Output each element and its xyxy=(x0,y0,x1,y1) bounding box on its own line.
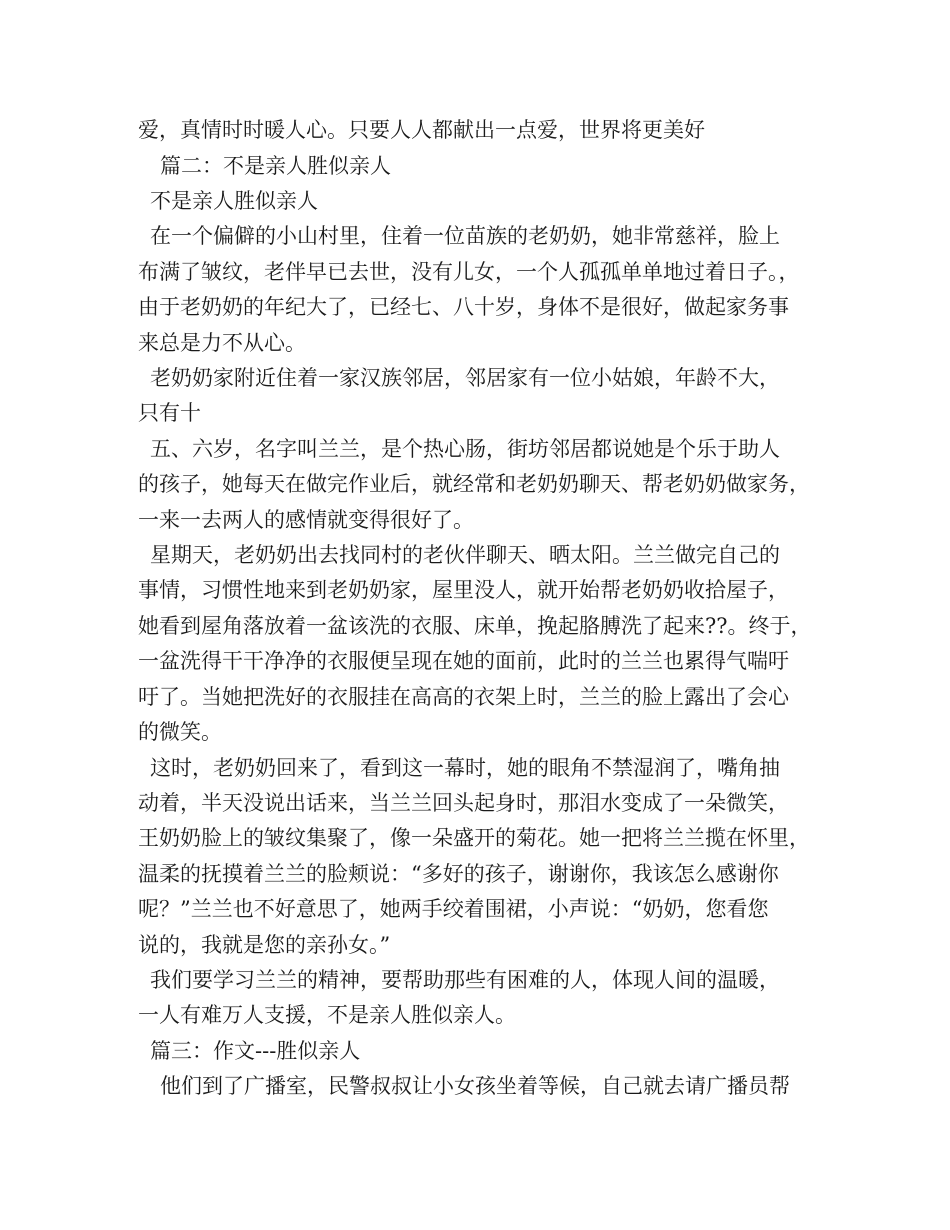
section-heading: 篇三：作文---胜似亲人 xyxy=(150,1039,361,1063)
text-line: 由于老奶奶的年纪大了，已经七、八十岁，身体不是很好，做起家务事 xyxy=(138,295,789,319)
text-line: 布满了皱纹，老伴早已去世，没有儿女，一个人孤孤单单地过着日子。， xyxy=(138,260,800,284)
text-line: 呢？”兰兰也不好意思了，她两手绞着围裙，小声说：“奶奶，您看您 xyxy=(138,897,769,921)
text-line: 动着，半天没说出话来，当兰兰回头起身时，那泪水变成了一朵微笑， xyxy=(138,791,789,815)
text-line: 温柔的抚摸着兰兰的脸颊说：“多好的孩子，谢谢你，我该怎么感谢你 xyxy=(138,862,779,886)
text-line: 事情，习惯性地来到老奶奶家，屋里没人，就开始帮老奶奶收拾屋子， xyxy=(138,578,789,602)
text-line: 王奶奶脸上的皱纹集聚了，像一朵盛开的菊花。她一把将兰兰揽在怀里， xyxy=(138,826,810,850)
text-line: 只有十 xyxy=(138,401,201,425)
text-line: 的孩子，她每天在做完作业后，就经常和老奶奶聊天、帮老奶奶做家务， xyxy=(138,472,810,496)
text-line: 在一个偏僻的小山村里，住着一位苗族的老奶奶，她非常慈祥，脸上 xyxy=(150,224,780,248)
text-line: 他们到了广播室，民警叔叔让小女孩坐着等候，自己就去请广播员帮 xyxy=(160,1074,790,1098)
text-line: 吁了。当她把洗好的衣服挂在高高的衣架上时，兰兰的脸上露出了会心 xyxy=(138,685,789,709)
article-title: 不是亲人胜似亲人 xyxy=(150,189,318,213)
text-line: 一人有难万人支援，不是亲人胜似亲人。 xyxy=(138,1003,516,1027)
text-line: 说的，我就是您的亲孙女。” xyxy=(138,933,391,957)
text-line: 五、六岁，名字叫兰兰，是个热心肠，街坊邻居都说她是个乐于助人 xyxy=(150,437,780,461)
text-line: 一盆洗得干干净净的衣服便呈现在她的面前，此时的兰兰也累得气喘吁 xyxy=(138,649,789,673)
section-heading: 篇二：不是亲人胜似亲人 xyxy=(160,154,391,178)
text-line: 的微笑。 xyxy=(138,720,222,744)
text-line: 来总是力不从心。 xyxy=(138,331,306,355)
text-line: 她看到屋角落放着一盆该洗的衣服、床单，挽起胳膊洗了起来??。终于， xyxy=(138,614,812,638)
text-line: 爱，真情时时暖人心。只要人人都献出一点爱，世界将更美好 xyxy=(138,118,705,142)
text-line: 我们要学习兰兰的精神，要帮助那些有困难的人，体现人间的温暖， xyxy=(150,968,780,992)
text-line: 老奶奶家附近住着一家汉族邻居，邻居家有一位小姑娘，年龄不大， xyxy=(150,366,780,390)
text-line: 这时，老奶奶回来了，看到这一幕时，她的眼角不禁湿润了，嘴角抽 xyxy=(150,756,780,780)
text-line: 星期天，老奶奶出去找同村的老伙伴聊天、晒太阳。兰兰做完自己的 xyxy=(150,543,780,567)
text-line: 一来一去两人的感情就变得很好了。 xyxy=(138,508,474,532)
